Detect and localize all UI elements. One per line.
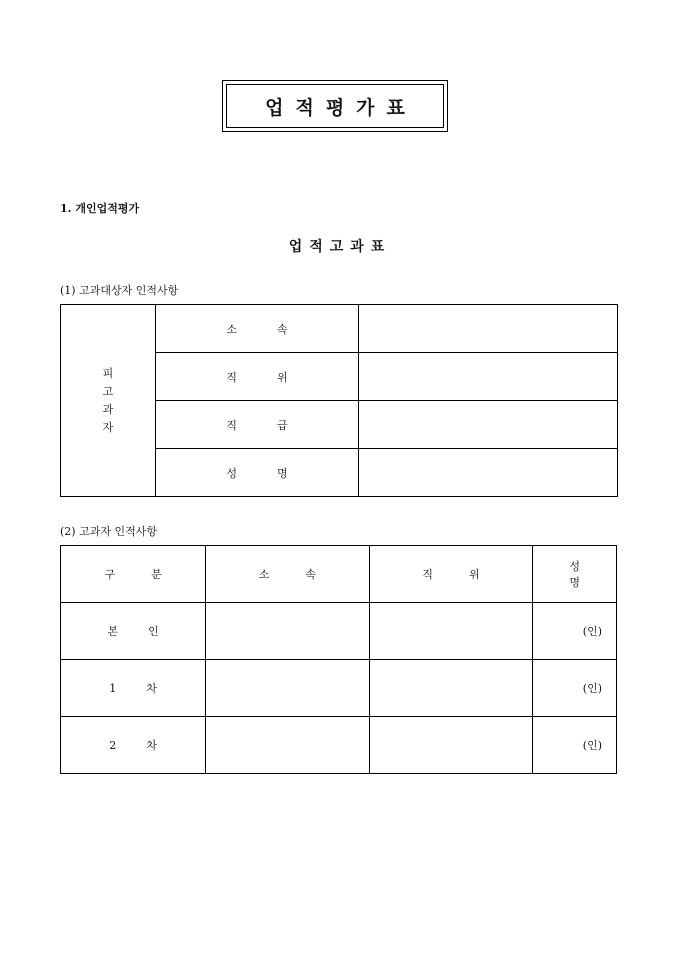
first-affiliation-cell[interactable] xyxy=(206,660,370,717)
first-seal[interactable]: (인) xyxy=(533,660,617,717)
table-row xyxy=(61,717,617,774)
second-affiliation-cell[interactable] xyxy=(206,717,370,774)
name-value-cell[interactable] xyxy=(359,449,618,497)
appraisee-table xyxy=(60,304,618,497)
row-label-second: 2차 xyxy=(61,717,206,774)
table-row xyxy=(61,660,617,717)
row-label-position: 직위 xyxy=(156,353,359,401)
appraiser-table xyxy=(60,545,617,774)
row-label-grade: 직급 xyxy=(156,401,359,449)
part2-caption: (2) 고과자 인적사항 xyxy=(60,525,157,538)
header-category: 구분 xyxy=(61,546,206,603)
part1-caption: (1) 고과대상자 인적사항 xyxy=(60,284,179,297)
row-label-name: 성명 xyxy=(156,449,359,497)
position-value-cell[interactable] xyxy=(359,353,618,401)
second-seal[interactable]: (인) xyxy=(533,717,617,774)
header-position: 직위 xyxy=(369,546,533,603)
first-position-cell[interactable] xyxy=(369,660,533,717)
affiliation-value-cell[interactable] xyxy=(359,305,618,353)
row-label-affiliation: 소속 xyxy=(156,305,359,353)
second-position-cell[interactable] xyxy=(369,717,533,774)
document-title: 업적평가표 xyxy=(226,84,444,128)
row-label-first: 1차 xyxy=(61,660,206,717)
section-heading: 1. 개인업적평가 xyxy=(60,202,140,215)
header-name: 성명 xyxy=(533,546,617,603)
self-affiliation-cell[interactable] xyxy=(206,603,370,660)
header-affiliation: 소속 xyxy=(206,546,370,603)
grade-value-cell[interactable] xyxy=(359,401,618,449)
document-title-frame xyxy=(222,80,448,132)
form-title: 업적고과표 xyxy=(288,239,392,255)
table-row xyxy=(61,603,617,660)
appraisee-side-label: 피 고 과 자 xyxy=(61,305,156,497)
self-seal[interactable]: (인) xyxy=(533,603,617,660)
row-label-self: 본인 xyxy=(61,603,206,660)
self-position-cell[interactable] xyxy=(369,603,533,660)
